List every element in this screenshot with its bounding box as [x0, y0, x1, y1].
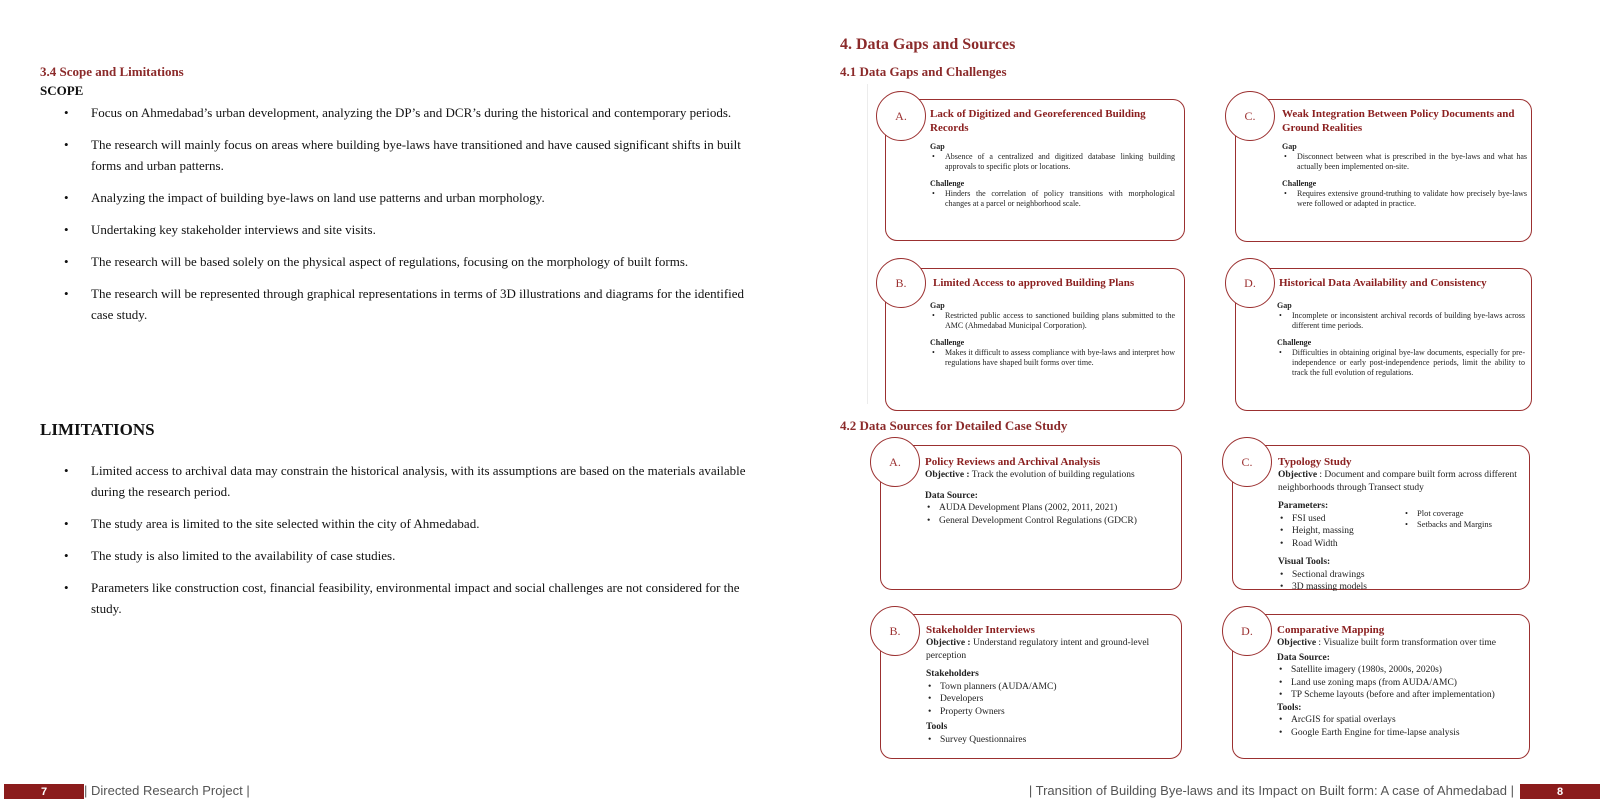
card-letter-badge: D.: [1222, 606, 1272, 656]
gap-label: Gap: [1277, 301, 1292, 310]
parameters-block: [1278, 500, 1523, 550]
challenge-item: • Hinders the correlation of policy transitions with morphological changes at a parcel or neighborhood scale.: [930, 189, 1175, 209]
visual-tools-label: Visual Tools:: [1278, 557, 1331, 567]
objective-label: Objective: [1277, 638, 1317, 648]
tools-label: Tools:: [1277, 702, 1302, 713]
objective-label: Objective :: [926, 638, 971, 648]
tool-item: • Survey Questionnaires: [926, 734, 1176, 747]
gap-label: Gap: [930, 142, 945, 151]
stakeholders-label: Stakeholders: [926, 669, 979, 679]
card-letter-badge: C.: [1222, 437, 1272, 487]
card-title: Stakeholder Interviews: [926, 624, 1035, 636]
source-item: • Land use zoning maps (from AUDA/AMC): [1277, 677, 1525, 690]
parameters-right: [1403, 500, 1492, 550]
limitations-heading: LIMITATIONS: [40, 420, 155, 439]
card-letter-badge: D.: [1225, 258, 1275, 308]
list-item: • Focus on Ahmedabad’s urban development, analyzing the DP’s and DCR’s during the historical and contemporary periods.: [62, 102, 762, 123]
tool-item: • ArcGIS for spatial overlays: [1277, 714, 1525, 727]
parameter-item: • Setbacks and Margins: [1403, 519, 1492, 530]
objective-label: Objective: [1278, 470, 1318, 480]
tool-item: • Google Earth Engine for time-lapse analysis: [1277, 727, 1525, 740]
card-body: [1278, 469, 1523, 594]
card-title: Policy Reviews and Archival Analysis: [925, 456, 1101, 468]
objective-line: [1277, 637, 1525, 650]
card-body: [1277, 637, 1525, 739]
parameters-label: Parameters:: [1278, 501, 1329, 511]
section-title: 3.4 Scope and Limitations: [40, 64, 184, 79]
gap-label: Gap: [930, 301, 945, 310]
parameter-item: • Road Width: [1278, 538, 1403, 551]
list-item: • The research will be based solely on the physical aspect of regulations, focusing on the morphology of built forms.: [62, 251, 762, 272]
card-letter-badge: C.: [1225, 91, 1275, 141]
card-body: [926, 637, 1176, 746]
source-item: • AUDA Development Plans (2002, 2011, 2021): [925, 502, 1175, 515]
objective-label: Objective :: [925, 470, 970, 480]
card-title: Limited Access to approved Building Plans: [933, 277, 1135, 289]
source-item: • TP Scheme layouts (before and after implementation): [1277, 689, 1525, 702]
objective-text: Track the evolution of building regulations: [969, 470, 1135, 480]
card-title: Typology Study: [1278, 456, 1352, 468]
card-body: [925, 469, 1175, 527]
scope-heading: SCOPE: [40, 83, 84, 98]
card-body: [1282, 142, 1527, 209]
scope-list: [62, 102, 762, 325]
footer-right-text: | Transition of Building Bye-laws and its Impact on Built form: A case of Ahmedabad |: [1028, 783, 1514, 798]
card-letter-badge: B.: [876, 258, 926, 308]
list-item: • Parameters like construction cost, financial feasibility, environmental impact and social challenges are not considered for the study.: [62, 577, 762, 619]
card-title: Comparative Mapping: [1277, 624, 1385, 636]
objective-text: : Document and compare built form across different neighborhoods through Transect study: [1278, 470, 1517, 493]
card-letter-badge: A.: [870, 437, 920, 487]
list-item: • Limited access to archival data may constrain the historical analysis, with its assumptions are based on the materials available during the research period.: [62, 460, 762, 502]
subheading-gaps: 4.1 Data Gaps and Challenges: [840, 64, 1007, 79]
visual-tool-item: • 3D massing models: [1278, 581, 1523, 594]
page-number-left: 7: [4, 784, 84, 799]
objective-text: : Visualize built form transformation over time: [1316, 638, 1497, 648]
challenge-label: Challenge: [930, 338, 965, 347]
parameter-item: • Height, massing: [1278, 525, 1403, 538]
card-letter-badge: B.: [870, 606, 920, 656]
card-title: Weak Integration Between Policy Documents and Ground Realities: [1282, 108, 1515, 134]
parameter-item: • Plot coverage: [1403, 508, 1492, 519]
challenge-label: Challenge: [930, 179, 965, 188]
challenge-item: • Requires extensive ground-truthing to validate how precisely bye-laws were followed or adapted in practice.: [1282, 189, 1527, 209]
card-letter-badge: A.: [876, 91, 926, 141]
parameters-left: [1278, 500, 1403, 550]
gap-item: • Incomplete or inconsistent archival records of building bye-laws across different time periods.: [1277, 311, 1525, 331]
source-label: Data Source:: [1277, 652, 1330, 663]
objective-text: Understand regulatory intent and ground-level perception: [926, 638, 1150, 661]
visual-tool-item: • Sectional drawings: [1278, 569, 1523, 582]
card-body: [930, 301, 1175, 368]
limitations-list: [62, 460, 762, 619]
footer-left-text: | Directed Research Project |: [84, 783, 250, 798]
source-label: Data Source:: [925, 490, 978, 501]
card-body: [1277, 301, 1525, 378]
gap-item: • Restricted public access to sanctioned building plans submitted to the AMC (Ahmedabad Municipal Corporation).: [930, 311, 1175, 331]
list-item: • The research will be represented through graphical representations in terms of 3D illustrations and diagrams for the identified case study.: [62, 283, 762, 325]
divider: [867, 84, 868, 404]
card-title: Historical Data Availability and Consistency: [1279, 277, 1487, 289]
source-item: • General Development Control Regulations (GDCR): [925, 515, 1175, 528]
stakeholder-item: • Developers: [926, 693, 1176, 706]
tools-label: Tools: [926, 722, 948, 732]
list-item: • The research will mainly focus on areas where building bye-laws have transitioned and have caused significant shifts in built forms and urban patterns.: [62, 134, 762, 176]
list-item: • The study is also limited to the availability of case studies.: [62, 545, 762, 566]
list-item: • The study area is limited to the site selected within the city of Ahmedabad.: [62, 513, 762, 534]
challenge-label: Challenge: [1282, 179, 1317, 188]
stakeholder-item: • Town planners (AUDA/AMC): [926, 681, 1176, 694]
gap-label: Gap: [1282, 142, 1297, 151]
source-item: • Satellite imagery (1980s, 2000s, 2020s): [1277, 664, 1525, 677]
challenge-label: Challenge: [1277, 338, 1312, 347]
card-title: Lack of Digitized and Georeferenced Building Records: [930, 108, 1146, 134]
objective-line: [926, 637, 1176, 662]
objective-line: [925, 469, 1175, 482]
card-body: [930, 142, 1175, 209]
chapter-heading: 4. Data Gaps and Sources: [840, 36, 1016, 53]
list-item: • Analyzing the impact of building bye-laws on land use patterns and urban morphology.: [62, 187, 762, 208]
challenge-item: • Makes it difficult to assess compliance with bye-laws and interpret how regulations have shaped built forms over time.: [930, 348, 1175, 368]
parameter-item: • FSI used: [1278, 513, 1403, 526]
stakeholder-item: • Property Owners: [926, 706, 1176, 719]
gap-item: • Disconnect between what is prescribed in the bye-laws and what has actually been implemented on-site.: [1282, 152, 1527, 172]
challenge-item: • Difficulties in obtaining original bye-law documents, especially for pre-independence or early post-independence periods, limit the ability to track the full evolution of regulations.: [1277, 348, 1525, 378]
gap-item: • Absence of a centralized and digitized database linking building approvals to specific plots or locations.: [930, 152, 1175, 172]
subheading-sources: 4.2 Data Sources for Detailed Case Study: [840, 418, 1068, 433]
objective-line: [1278, 469, 1523, 494]
page-number-right: 8: [1520, 784, 1600, 799]
list-item: • Undertaking key stakeholder interviews and site visits.: [62, 219, 762, 240]
